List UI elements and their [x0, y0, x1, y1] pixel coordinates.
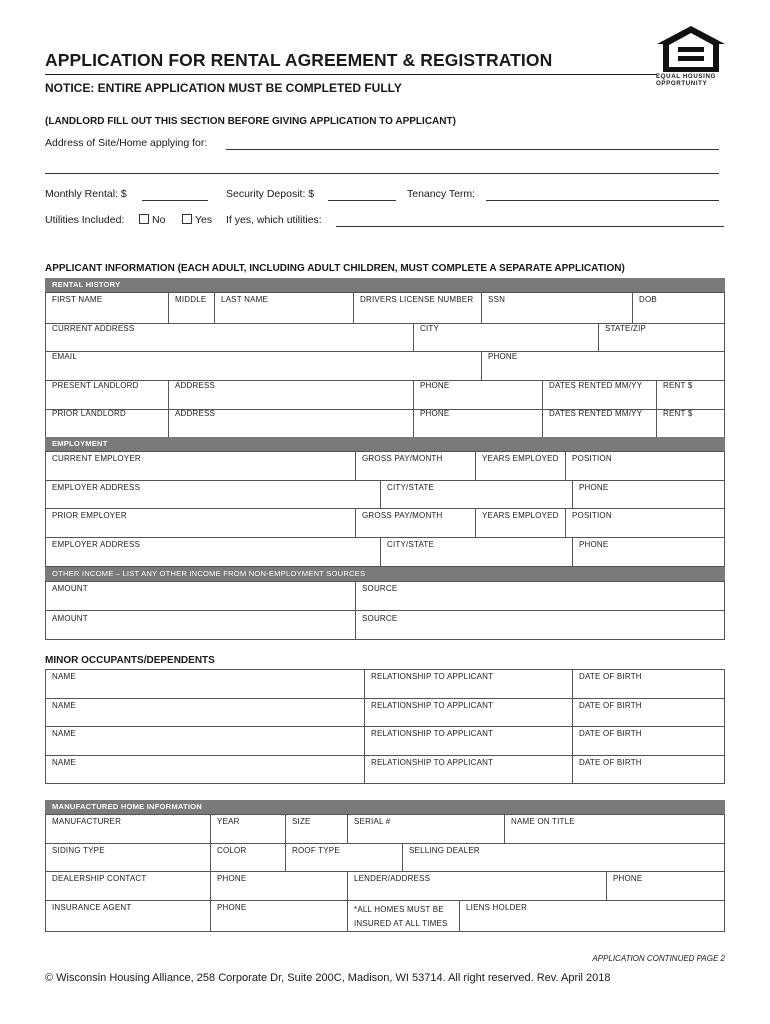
current-employer-city-state-field[interactable]: CITY/STATE — [387, 483, 435, 492]
prior-dates-rented-field[interactable]: DATES RENTED MM/YY — [549, 409, 643, 418]
site-address-field[interactable] — [226, 149, 719, 150]
prior-years-employed-field[interactable]: YEARS EMPLOYED — [482, 511, 559, 520]
tenancy-term-label: Tenancy Term: — [407, 188, 476, 200]
minor-dob-field[interactable]: DATE OF BIRTH — [579, 701, 642, 710]
other-income-amount-field[interactable]: AMOUNT — [52, 614, 88, 623]
drivers-license-field[interactable]: DRIVERS LICENSE NUMBER — [360, 295, 474, 304]
liens-holder-field[interactable]: LIENS HOLDER — [466, 903, 528, 912]
other-income-amount-field[interactable]: AMOUNT — [52, 584, 88, 593]
prior-employer-field[interactable]: PRIOR EMPLOYER — [52, 511, 127, 520]
insured-note: *ALL HOMES MUST BE INSURED AT ALL TIMES — [354, 905, 448, 928]
manufacturer-field[interactable]: MANUFACTURER — [52, 817, 122, 826]
minor-relationship-field[interactable]: RELATIONSHIP TO APPLICANT — [371, 701, 494, 710]
siding-type-field[interactable]: SIDING TYPE — [52, 846, 105, 855]
year-field[interactable]: YEAR — [217, 817, 240, 826]
serial-field[interactable]: SERIAL # — [354, 817, 391, 826]
prior-position-field[interactable]: POSITION — [572, 511, 612, 520]
roof-type-field[interactable]: ROOF TYPE — [292, 846, 340, 855]
present-dates-rented-field[interactable]: DATES RENTED MM/YY — [549, 381, 643, 390]
equal-housing-text: EQUAL HOUSING OPPORTUNITY — [656, 73, 716, 87]
rental-history-header: RENTAL HISTORY — [45, 278, 725, 292]
prior-rent-field[interactable]: RENT $ — [663, 409, 693, 418]
security-deposit-field[interactable] — [328, 200, 396, 201]
utilities-included-label: Utilities Included: — [45, 214, 125, 226]
phone-field[interactable]: PHONE — [488, 352, 518, 361]
dealership-phone-field[interactable]: PHONE — [217, 874, 247, 883]
prior-employer-city-state-field[interactable]: CITY/STATE — [387, 540, 435, 549]
employment-header: EMPLOYMENT — [45, 437, 725, 451]
current-address-field[interactable]: CURRENT ADDRESS — [52, 324, 135, 333]
first-name-field[interactable]: FIRST NAME — [52, 295, 103, 304]
prior-gross-pay-field[interactable]: GROSS PAY/MONTH — [362, 511, 443, 520]
minor-dob-field[interactable]: DATE OF BIRTH — [579, 758, 642, 767]
color-field[interactable]: COLOR — [217, 846, 247, 855]
current-position-field[interactable]: POSITION — [572, 454, 612, 463]
monthly-rental-field[interactable] — [142, 200, 208, 201]
name-on-title-field[interactable]: NAME ON TITLE — [511, 817, 575, 826]
title-divider — [45, 74, 657, 75]
middle-name-field[interactable]: MIDDLE — [175, 295, 207, 304]
minor-relationship-field[interactable]: RELATIONSHIP TO APPLICANT — [371, 729, 494, 738]
other-income-source-field[interactable]: SOURCE — [362, 614, 398, 623]
minor-relationship-field[interactable]: RELATIONSHIP TO APPLICANT — [371, 758, 494, 767]
checkbox-icon[interactable] — [182, 214, 192, 224]
city-field[interactable]: CITY — [420, 324, 440, 333]
present-landlord-field[interactable]: PRESENT LANDLORD — [52, 381, 139, 390]
prior-landlord-address-field[interactable]: ADDRESS — [175, 409, 216, 418]
lender-phone-field[interactable]: PHONE — [613, 874, 643, 883]
dealership-contact-field[interactable]: DEALERSHIP CONTACT — [52, 874, 147, 883]
equal-housing-logo — [655, 24, 727, 74]
site-address-label: Address of Site/Home applying for: — [45, 137, 208, 149]
current-employer-field[interactable]: CURRENT EMPLOYER — [52, 454, 141, 463]
last-name-field[interactable]: LAST NAME — [221, 295, 268, 304]
home-info-header: MANUFACTURED HOME INFORMATION — [45, 800, 725, 814]
monthly-rental-label: Monthly Rental: $ — [45, 188, 127, 200]
minor-name-field[interactable]: NAME — [52, 729, 76, 738]
ssn-field[interactable]: SSN — [488, 295, 506, 304]
current-years-employed-field[interactable]: YEARS EMPLOYED — [482, 454, 559, 463]
current-employer-phone-field[interactable]: PHONE — [579, 483, 609, 492]
which-utilities-field[interactable] — [336, 226, 724, 227]
selling-dealer-field[interactable]: SELLING DEALER — [409, 846, 480, 855]
minor-dob-field[interactable]: DATE OF BIRTH — [579, 672, 642, 681]
other-income-source-field[interactable]: SOURCE — [362, 584, 398, 593]
other-income-header: OTHER INCOME – LIST ANY OTHER INCOME FROM NON-EMPLOYMENT SOURCES — [45, 567, 725, 581]
prior-landlord-phone-field[interactable]: PHONE — [420, 409, 450, 418]
site-address-field-line2[interactable] — [45, 173, 719, 174]
continued-note: APPLICATION CONTINUED PAGE 2 — [592, 954, 725, 963]
minors-heading: MINOR OCCUPANTS/DEPENDENTS — [45, 655, 215, 666]
insurance-phone-field[interactable]: PHONE — [217, 903, 247, 912]
state-zip-field[interactable]: STATE/ZIP — [605, 324, 647, 333]
email-field[interactable]: EMAIL — [52, 352, 78, 361]
minor-name-field[interactable]: NAME — [52, 701, 76, 710]
notice-text: NOTICE: ENTIRE APPLICATION MUST BE COMPLETED FULLY — [45, 81, 402, 95]
which-utilities-label: If yes, which utilities: — [226, 214, 322, 226]
present-landlord-phone-field[interactable]: PHONE — [420, 381, 450, 390]
current-gross-pay-field[interactable]: GROSS PAY/MONTH — [362, 454, 443, 463]
prior-employer-address-field[interactable]: EMPLOYER ADDRESS — [52, 540, 141, 549]
landlord-heading: (LANDLORD FILL OUT THIS SECTION BEFORE GIVING APPLICATION TO APPLICANT) — [45, 116, 456, 127]
lender-address-field[interactable]: LENDER/ADDRESS — [354, 874, 431, 883]
copyright-text: © Wisconsin Housing Alliance, 258 Corporate Dr, Suite 200C, Madison, WI 53714. All right reserved. Rev. April 2018 — [45, 972, 611, 984]
size-field[interactable]: SIZE — [292, 817, 311, 826]
utilities-yes-option[interactable]: Yes — [182, 214, 212, 226]
insurance-agent-field[interactable]: INSURANCE AGENT — [52, 903, 132, 912]
present-rent-field[interactable]: RENT $ — [663, 381, 693, 390]
minor-relationship-field[interactable]: RELATIONSHIP TO APPLICANT — [371, 672, 494, 681]
minor-name-field[interactable]: NAME — [52, 672, 76, 681]
page-title: APPLICATION FOR RENTAL AGREEMENT & REGISTRATION — [45, 50, 553, 70]
prior-employer-phone-field[interactable]: PHONE — [579, 540, 609, 549]
minor-name-field[interactable]: NAME — [52, 758, 76, 767]
checkbox-icon[interactable] — [139, 214, 149, 224]
utilities-no-option[interactable]: No — [139, 214, 165, 226]
tenancy-term-field[interactable] — [486, 200, 719, 201]
applicant-heading: APPLICANT INFORMATION (EACH ADULT, INCLUDING ADULT CHILDREN, MUST COMPLETE A SEPARATE APPLICATION) — [45, 263, 625, 274]
dob-field[interactable]: DOB — [639, 295, 657, 304]
prior-landlord-field[interactable]: PRIOR LANDLORD — [52, 409, 126, 418]
current-employer-address-field[interactable]: EMPLOYER ADDRESS — [52, 483, 141, 492]
present-landlord-address-field[interactable]: ADDRESS — [175, 381, 216, 390]
minor-dob-field[interactable]: DATE OF BIRTH — [579, 729, 642, 738]
security-deposit-label: Security Deposit: $ — [226, 188, 315, 200]
